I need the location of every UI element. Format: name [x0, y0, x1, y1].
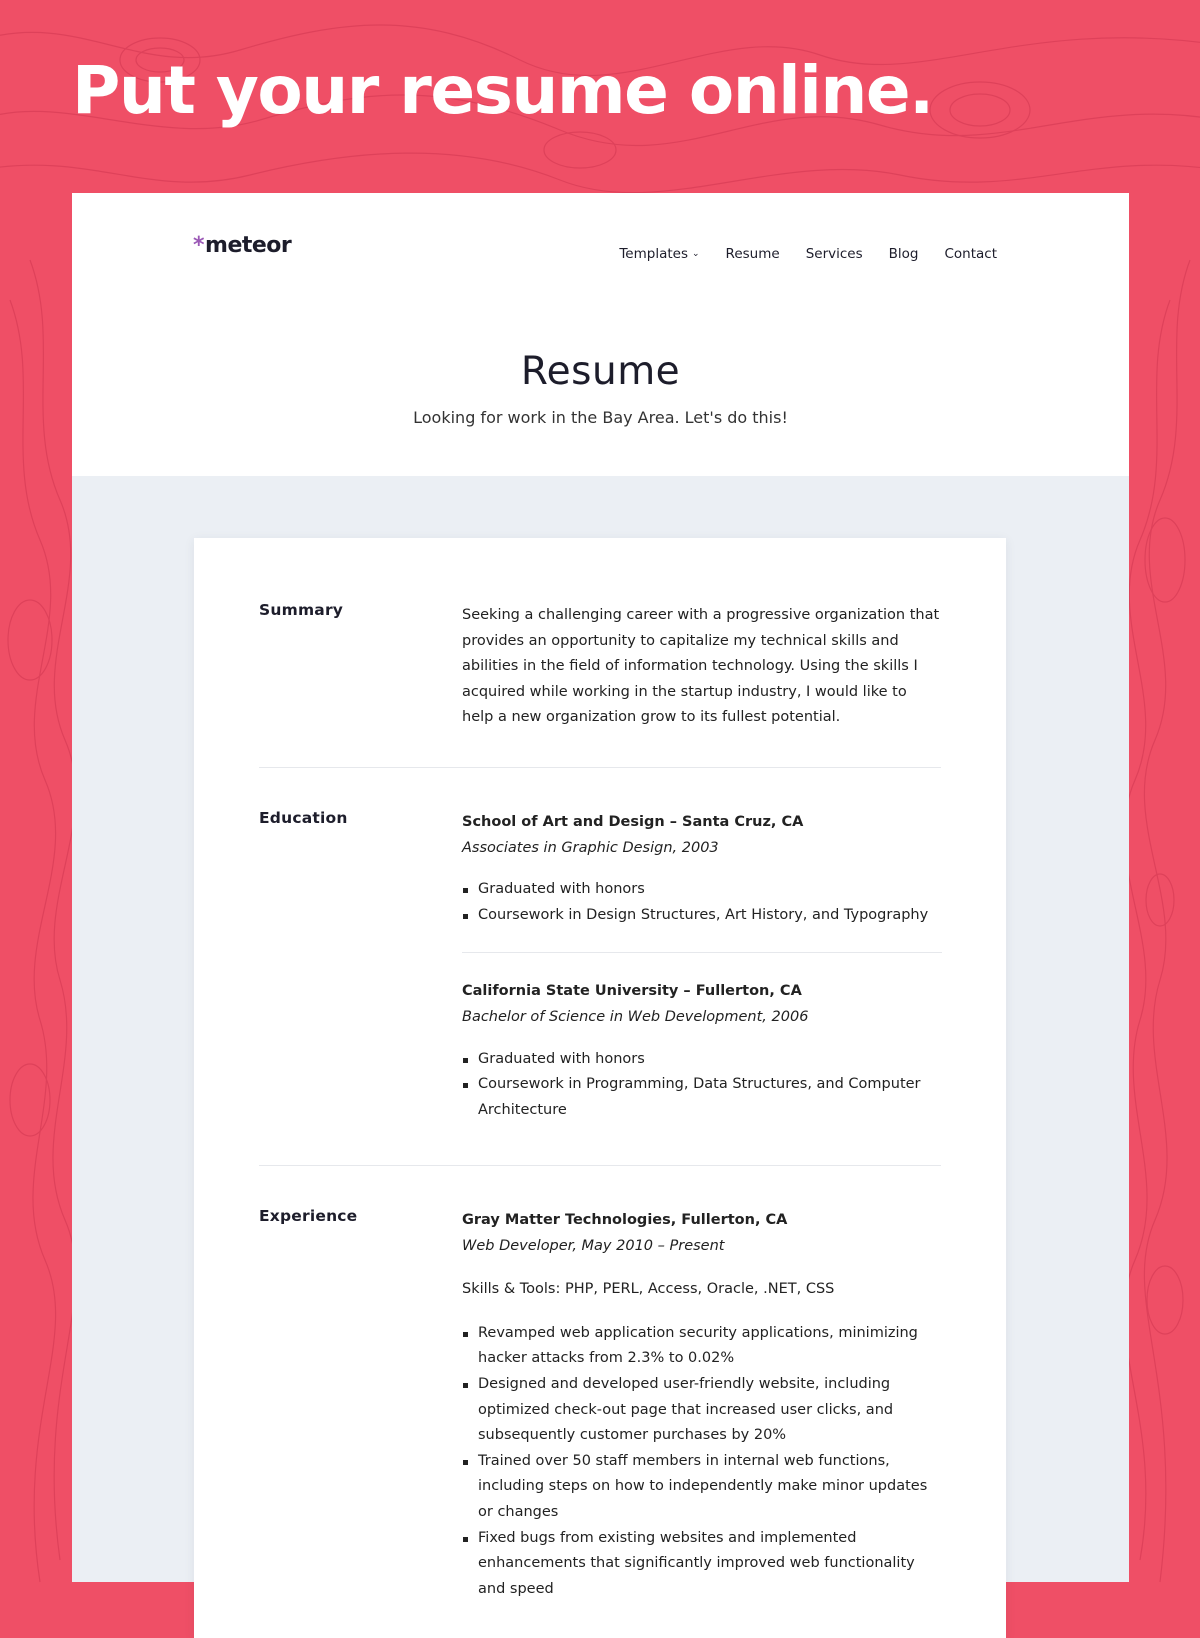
- nav-item-label: Resume: [725, 246, 780, 262]
- page-subtitle: Looking for work in the Bay Area. Let's do this!: [413, 408, 788, 427]
- list-item: Graduated with honors: [462, 1047, 942, 1073]
- site-logo[interactable]: [193, 233, 291, 258]
- hero-title: Put your resume online.: [72, 52, 933, 129]
- nav-item-resume[interactable]: [726, 246, 780, 262]
- nav-item-templates[interactable]: [619, 246, 699, 262]
- education-section: [259, 809, 941, 1169]
- skills-tools: Skills & Tools: PHP, PERL, Access, Oracle, .NET, CSS: [462, 1281, 835, 1298]
- nav-item-label: Contact: [944, 246, 997, 262]
- experience-entry: [462, 1208, 942, 1602]
- nav-item-blog[interactable]: [889, 246, 919, 262]
- logo-text: meteor: [205, 233, 292, 258]
- education-entries: [462, 810, 942, 1123]
- summary-label: Summary: [259, 601, 344, 619]
- entry-subtitle: Bachelor of Science in Web Development, 2006: [462, 1008, 809, 1025]
- entry-bullets: [462, 1321, 942, 1603]
- education-entry: [462, 810, 942, 928]
- list-item: Fixed bugs from existing websites and implemented enhancements that significantly improved web functionality and speed: [462, 1526, 942, 1603]
- site-header: [72, 193, 1129, 476]
- list-item: Trained over 50 staff members in internal web functions, including steps on how to independently make minor updates or changes: [462, 1449, 942, 1526]
- entry-title: California State University – Fullerton, CA: [462, 983, 802, 1000]
- experience-label: Experience: [259, 1207, 358, 1225]
- section-divider: [259, 767, 941, 768]
- entry-divider: [462, 952, 942, 953]
- entry-bullets: [462, 1047, 942, 1124]
- nav-item-contact[interactable]: [944, 246, 997, 262]
- nav-item-label: Services: [805, 246, 863, 262]
- page-title: Resume: [520, 349, 681, 394]
- list-item: Designed and developed user-friendly website, including optimized check-out page that increased user clicks, and subsequently customer purchases by 20%: [462, 1372, 942, 1449]
- main-nav: [619, 246, 997, 262]
- list-item: Revamped web application security applications, minimizing hacker attacks from 2.3% to 0.02%: [462, 1321, 942, 1372]
- entry-subtitle: Associates in Graphic Design, 2003: [462, 839, 719, 856]
- entry-title: Gray Matter Technologies, Fullerton, CA: [462, 1212, 788, 1228]
- logo-asterisk-icon: *: [193, 233, 205, 258]
- education-entry: [462, 979, 942, 1123]
- list-item: Graduated with honors: [462, 877, 942, 903]
- list-item: Coursework in Design Structures, Art History, and Typography: [462, 903, 942, 929]
- experience-section: [259, 1207, 941, 1607]
- nav-item-services[interactable]: [806, 246, 863, 262]
- list-item: Coursework in Programming, Data Structures, and Computer Architecture: [462, 1072, 942, 1123]
- chevron-down-icon: ⌄: [692, 249, 700, 259]
- entry-title: School of Art and Design – Santa Cruz, CA: [462, 814, 804, 830]
- entry-subtitle: Web Developer, May 2010 – Present: [462, 1237, 725, 1254]
- summary-text: Seeking a challenging career with a progressive organization that provides an opportunity to capitalize my technical skills and abilities in the field of information technology. Using the skills I acquired while working in the startup industry, I would like to help a new organization grow to its fullest potential.: [462, 607, 940, 726]
- section-divider: [259, 1165, 941, 1166]
- education-label: Education: [259, 809, 348, 827]
- resume-card: [194, 538, 1006, 1638]
- entry-bullets: [462, 877, 942, 928]
- experience-entries: [462, 1208, 942, 1602]
- website-preview: [72, 193, 1129, 1597]
- nav-item-label: Blog: [888, 246, 919, 262]
- summary-section: [259, 601, 941, 741]
- nav-item-label: Templates: [619, 246, 688, 262]
